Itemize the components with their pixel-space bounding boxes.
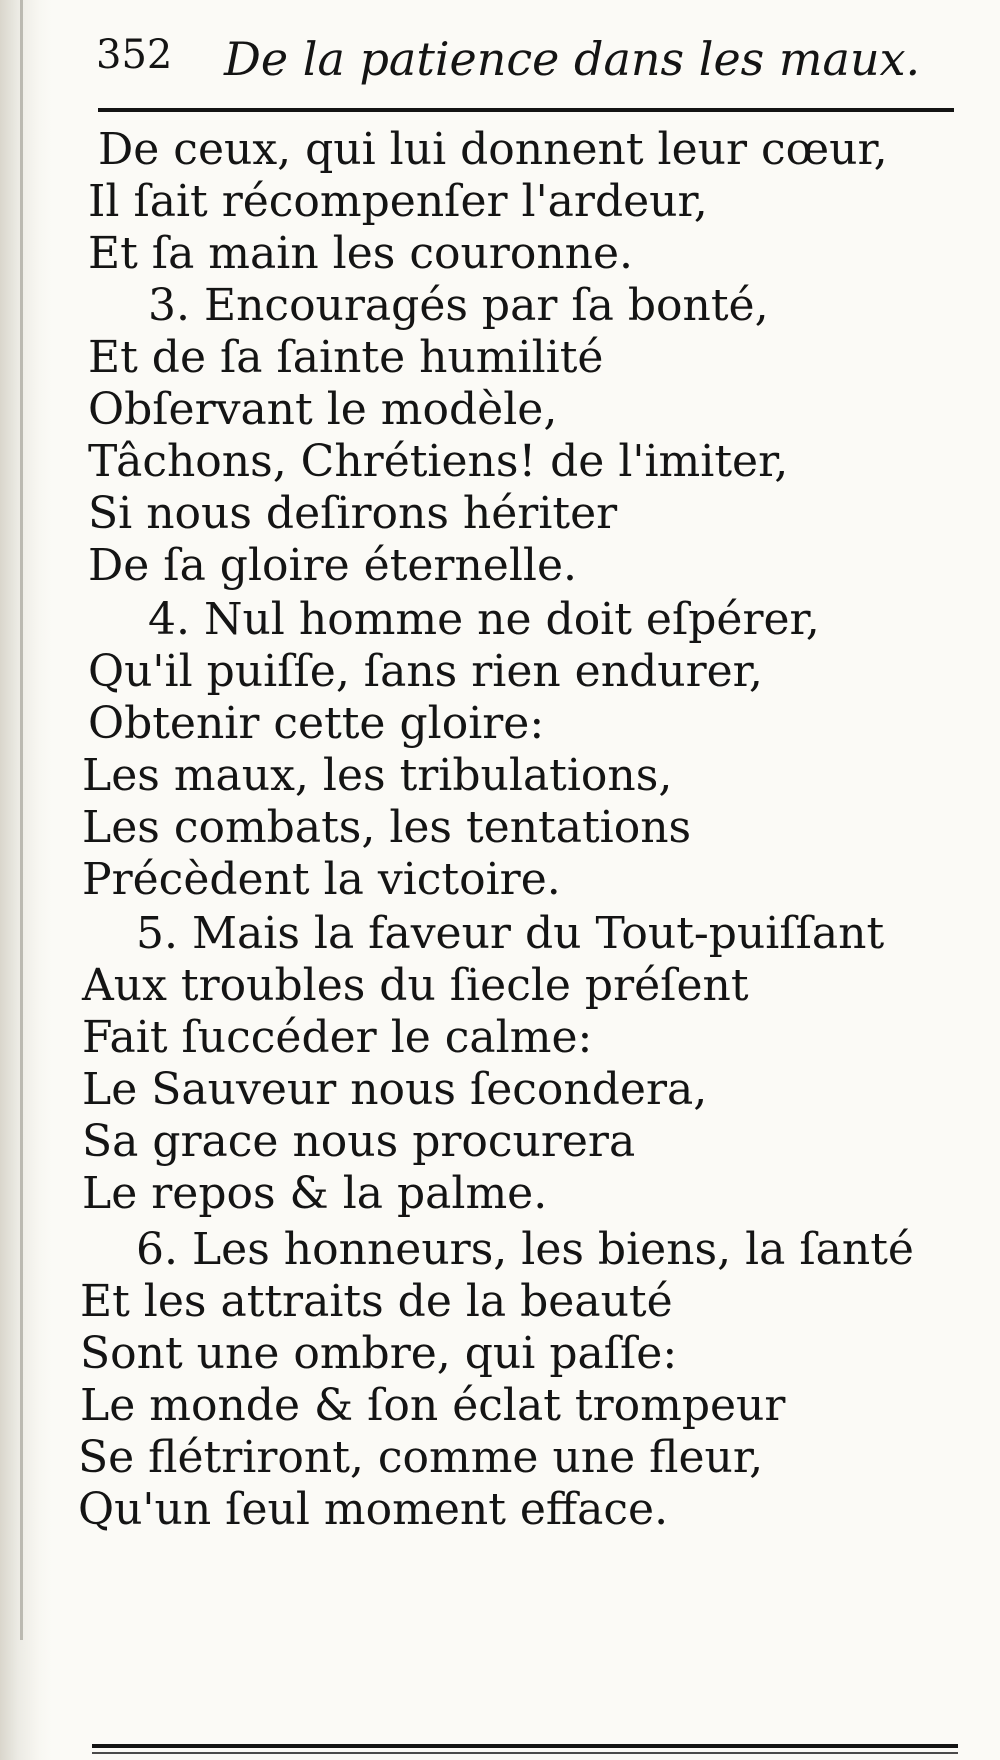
verse-line: Et ſa main les couronne.	[88, 228, 634, 279]
stanza-3	[0, 280, 788, 592]
verse-line: Tâchons, Chrétiens! de l'imiter,	[88, 436, 789, 487]
verse-line: Aux troubles du ſiecle préſent	[82, 960, 749, 1011]
verse-line: Il ſait récompenſer l'ardeur,	[88, 176, 708, 227]
verse-line: 4. Nul homme ne doit eſpérer,	[148, 594, 820, 645]
verse-line: Et les attraits de la beauté	[80, 1276, 673, 1327]
verse-line: De ceux, qui lui donnent leur cœur,	[98, 124, 888, 175]
verse-line: Si nous deſirons hériter	[88, 488, 618, 539]
verse-line: Qu'un ſeul moment efface.	[78, 1484, 669, 1535]
header-rule	[98, 108, 954, 112]
verse-line: 6. Les honneurs, les biens, la ſanté	[136, 1224, 914, 1275]
verse-line: Les combats, les tentations	[82, 802, 692, 853]
running-title: De la patience dans les maux.	[224, 32, 921, 86]
stanza-5	[0, 908, 884, 1220]
stanza-6	[0, 1224, 914, 1536]
page-header	[96, 32, 956, 88]
verse-line: Le repos & la palme.	[82, 1168, 548, 1219]
verse-line: 5. Mais la faveur du Tout-puiſſant	[136, 908, 885, 959]
verse-line: Obtenir cette gloire:	[88, 698, 545, 749]
verse-line: Les maux, les tribulations,	[82, 750, 673, 801]
verse-line: Sa grace nous procurera	[82, 1116, 636, 1167]
verse-line: Obſervant le modèle,	[88, 384, 558, 435]
verse-line: Le Sauveur nous ſecondera,	[82, 1064, 708, 1115]
stanza-2	[0, 124, 888, 280]
verse-line: Fait ſuccéder le calme:	[82, 1012, 593, 1063]
verse-line: Le monde & ſon éclat trompeur	[80, 1380, 786, 1431]
verse-line: De ſa gloire éternelle.	[88, 540, 578, 591]
bottom-rule-thin	[92, 1752, 958, 1754]
verse-line: Se flétriront, comme une fleur,	[78, 1432, 764, 1483]
verse-line: Qu'il puiſſe, ſans rien endurer,	[88, 646, 763, 697]
bottom-rule	[92, 1744, 958, 1748]
stanza-4	[0, 594, 820, 906]
verse-line: Précèdent la victoire.	[82, 854, 561, 905]
page-number: 352	[96, 32, 173, 78]
verse-line: Et de ſa ſainte humilité	[88, 332, 604, 383]
verse-line: 3. Encouragés par ſa bonté,	[148, 280, 769, 331]
verse-line: Sont une ombre, qui paſſe:	[80, 1328, 678, 1379]
